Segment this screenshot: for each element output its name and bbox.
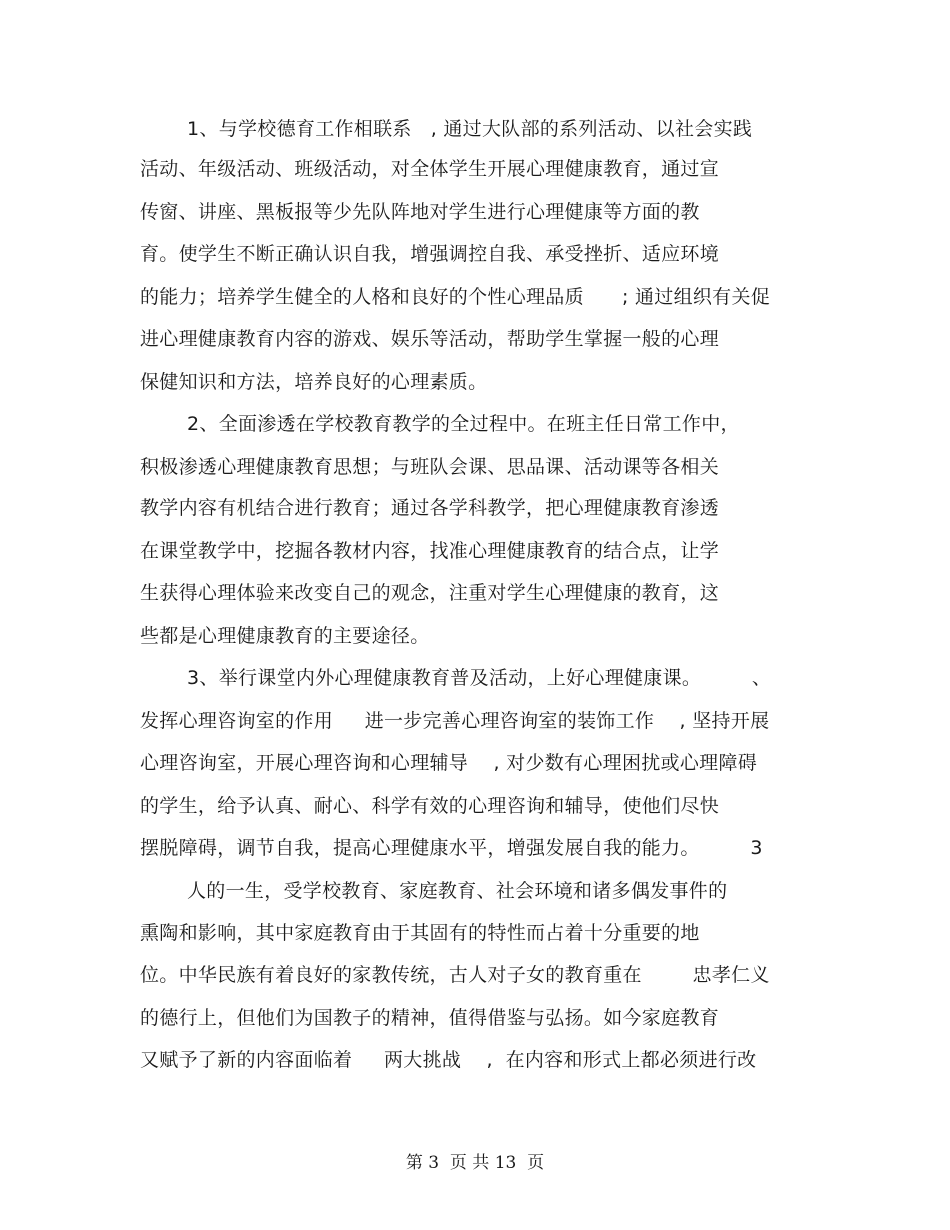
page-number-footer: 第 3 页 共 13 页: [405, 1153, 545, 1173]
paragraph-line: 在课堂教学中，挖掘各教材内容，找准心理健康教育的结合点，让学: [140, 540, 720, 562]
paragraph-line: 些都是心理健康教育的主要途径。: [140, 625, 430, 647]
paragraph-line: 又赋予了新的内容面临着 两大挑战 , 在内容和形式上都必须进行改: [140, 1049, 757, 1071]
paragraph-line: 2、全面渗透在学校教育教学的全过程中。在班主任日常工作中，: [187, 413, 740, 435]
paragraph-line: 发挥心理咨询室的作用 进一步完善心理咨询室的装饰工作 , 坚持开展: [140, 710, 770, 732]
paragraph-line: 保健知识和方法，培养良好的心理素质。: [140, 371, 488, 393]
paragraph-line: 积极渗透心理健康教育思想；与班队会课、思品课、活动课等各相关: [140, 456, 720, 478]
paragraph-line: 的学生，给予认真、耐心、科学有效的心理咨询和辅导，使他们尽快: [140, 795, 720, 817]
paragraph-line: 进心理健康教育内容的游戏、娱乐等活动，帮助学生掌握一般的心理: [140, 328, 720, 350]
paragraph-line: 摆脱障碍，调节自我，提高心理健康水平，增强发展自我的能力。 3: [140, 837, 763, 859]
paragraph-line: 育。使学生不断正确认识自我，增强调控自我、承受挫折、适应环境: [140, 243, 720, 265]
paragraph-line: 的能力；培养学生健全的人格和良好的个性心理品质 ; 通过组织有关促: [140, 286, 771, 308]
paragraph-line: 教学内容有机结合进行教育；通过各学科教学，把心理健康教育渗透: [140, 497, 720, 519]
paragraph-line: 1、与学校德育工作相联系 , 通过大队部的系列活动、以社会实践: [187, 118, 753, 140]
paragraph-line: 人的一生，受学校教育、家庭教育、社会环境和诸多偶发事件的: [187, 880, 728, 902]
paragraph-line: 熏陶和影响，其中家庭教育由于其固有的特性而占着十分重要的地: [140, 922, 700, 944]
paragraph-line: 心理咨询室，开展心理咨询和心理辅导 , 对少数有心理困扰或心理障碍: [140, 752, 758, 774]
paragraph-line: 3、举行课堂内外心理健康教育普及活动，上好心理健康课。 、: [187, 667, 772, 689]
paragraph-line: 传窗、讲座、黑板报等少先队阵地对学生进行心理健康等方面的教: [140, 201, 700, 223]
paragraph-line: 的德行上，但他们为国教子的精神，值得借鉴与弘扬。如今家庭教育: [140, 1007, 720, 1029]
paragraph-line: 活动、年级活动、班级活动，对全体学生开展心理健康教育，通过宣: [140, 158, 720, 180]
paragraph-line: 生获得心理体验来改变自己的观念，注重对学生心理健康的教育，这: [140, 582, 720, 604]
paragraph-line: 位。中华民族有着良好的家教传统，古人对子女的教育重在 忠孝仁义: [140, 964, 770, 986]
